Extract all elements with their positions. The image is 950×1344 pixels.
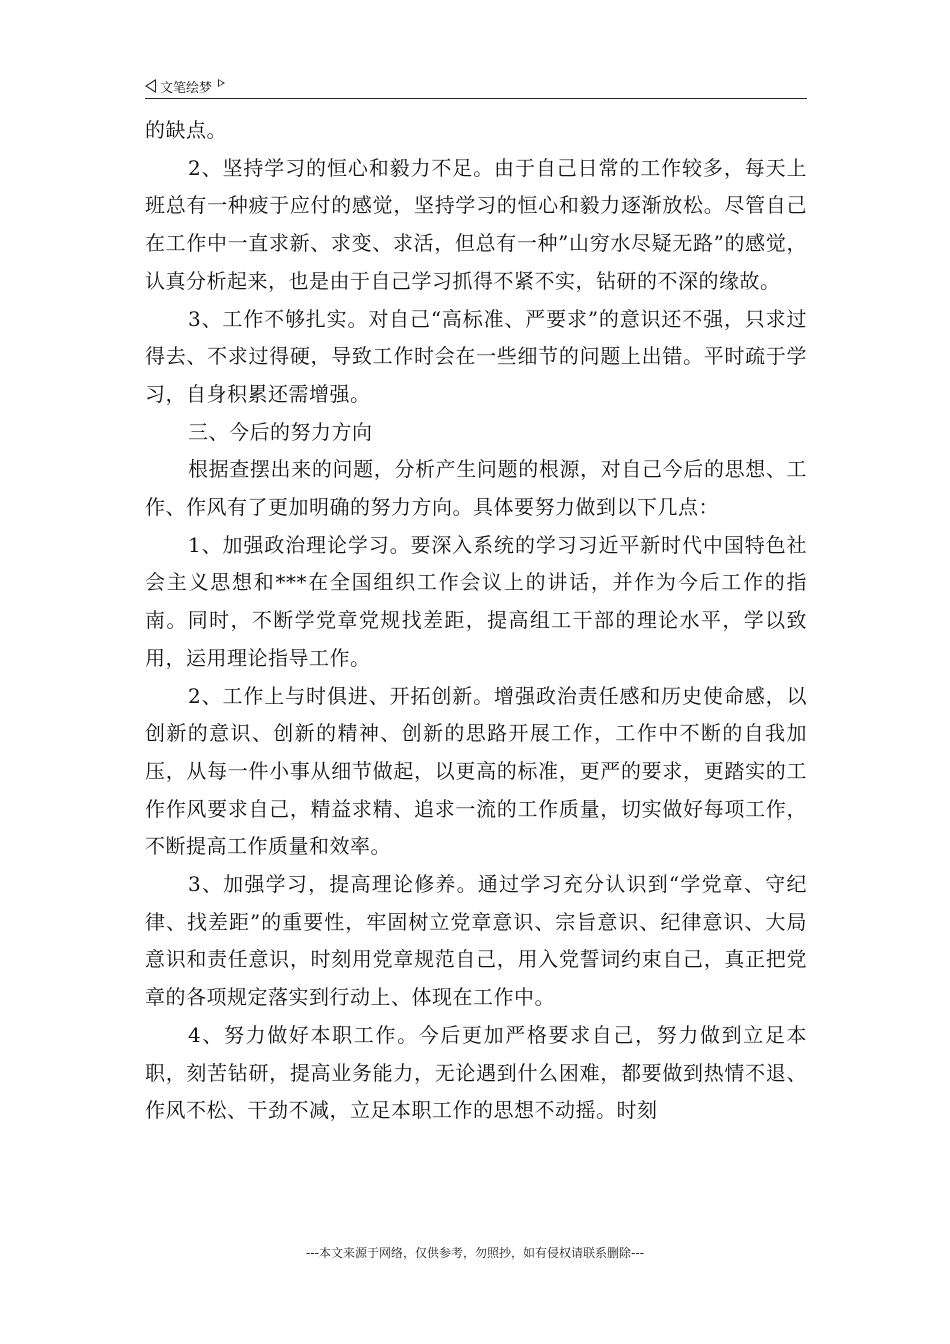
right-triangle-icon: [218, 79, 225, 87]
page-header: [145, 74, 807, 99]
paragraph: 3、加强学习，提高理论修养。通过学习充分认识到“学党章、守纪律、找差距”的重要性，牢固树立党章意识、宗旨意识、纪律意识、大局意识和责任意识，时刻用党章规范自己，用入党誓词约束自己，真正把党章的各项规定落实到行动上、体现在工作中。: [145, 872, 807, 1010]
paragraph: 2、坚持学习的恒心和毅力不足。由于自己日常的工作较多，每天上班总有一种疲于应付的感觉，坚持学习的恒心和毅力逐渐放松。尽管自己在工作中一直求新、求变、求活，但总有一种”山穷水尽疑无路”的感觉，认真分析起来，也是由于自己学习抓得不紧不实，钻研的不深的缘故。: [145, 155, 807, 293]
left-triangle-icon: [145, 79, 156, 93]
header-title: 文笔绘梦: [160, 80, 213, 96]
paragraph: 的缺点。: [145, 118, 227, 142]
paragraph: 2、工作上与时俱进、开拓创新。增强政治责任感和历史使命感，以创新的意识、创新的精神、创新的思路开展工作，工作中不断的自我加压，从每一件小事从细节做起，以更高的标准，更严的要求，更踏实的工作作风要求自己，精益求精、追求一流的工作质量，切实做好每项工作，不断提高工作质量和效率。: [145, 683, 807, 859]
paragraph: 4、努力做好本职工作。今后更加严格要求自己，努力做到立足本职，刻苦钻研，提高业务能力，无论遇到什么困难，都要做到热情不退、作风不松、干劲不减，立足本职工作的思想不动摇。时刻: [145, 1022, 807, 1123]
section-heading: 三、今后的努力方向: [188, 419, 373, 444]
page-footer: ---本文来源于网络，仅供参考，勿照抄，如有侵权请联系删除---: [306, 1246, 644, 1260]
paragraph: 1、加强政治理论学习。要深入系统的学习习近平新时代中国特色社会主义思想和***在全国组织工作会议上的讲话，并作为今后工作的指南。同时，不断学党章党规找差距，提高组工干部的理论水平，学以致用，运用理论指导工作。: [145, 532, 807, 670]
paragraph: 3、工作不够扎实。对自己“高标准、严要求”的意识还不强，只求过得去、不求过得硬，导致工作时会在一些细节的问题上出错。平时疏于学习，自身积累还需增强。: [145, 306, 807, 406]
paragraph: 根据查摆出来的问题，分析产生问题的根源，对自己今后的思想、工作、作风有了更加明确的努力方向。具体要努力做到以下几点：: [145, 457, 807, 520]
document-body: [145, 112, 807, 1130]
